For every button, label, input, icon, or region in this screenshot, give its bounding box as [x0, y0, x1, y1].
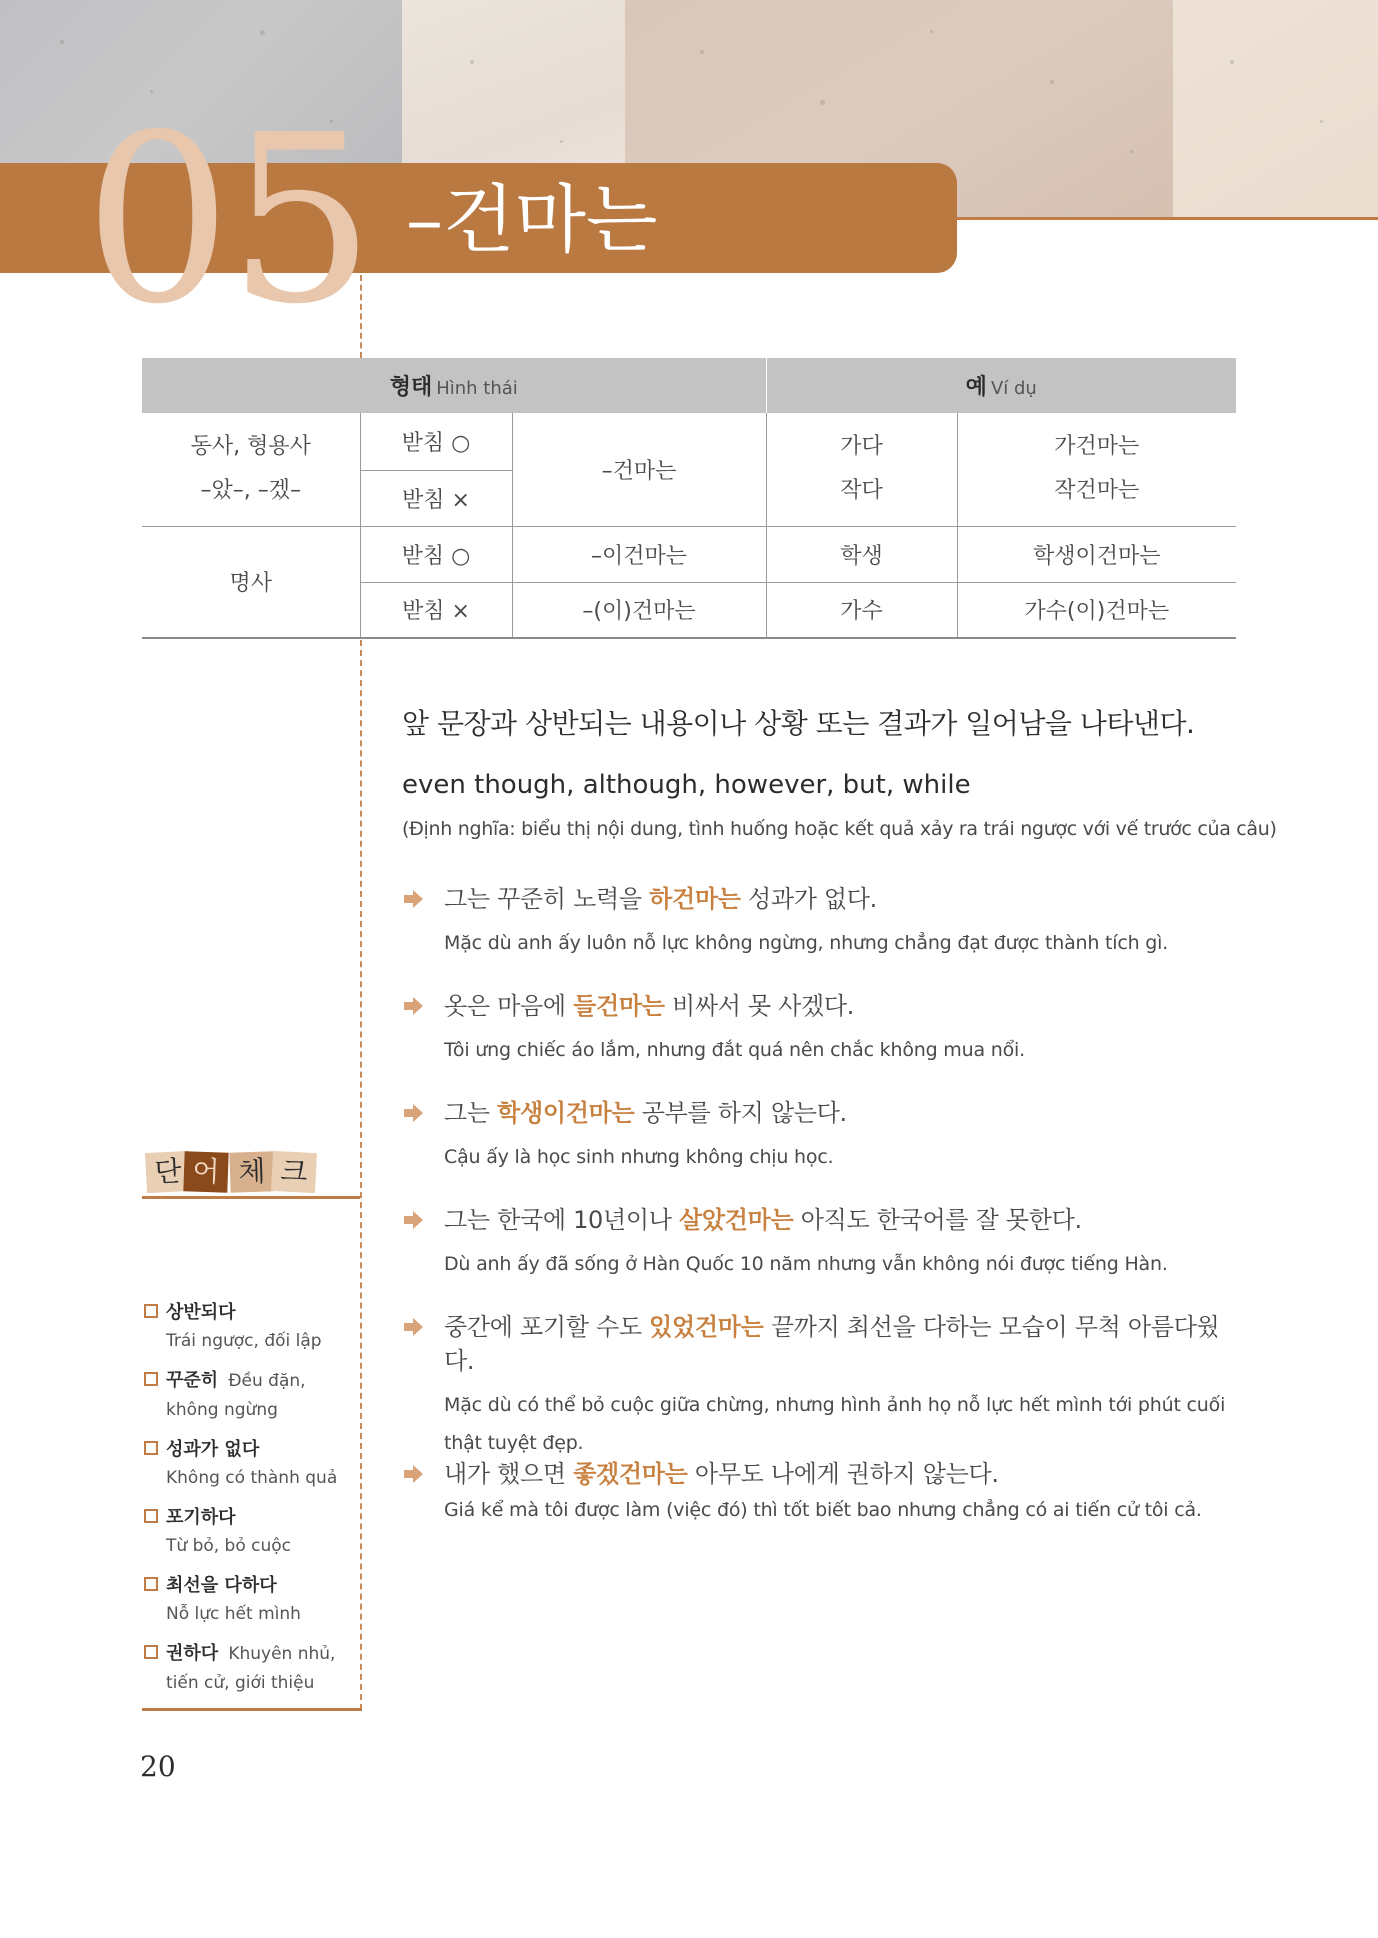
grammar-highlight: 있었건마는	[649, 1313, 764, 1341]
grammar-highlight: 들건마는	[573, 992, 665, 1020]
checkbox-icon	[144, 1372, 158, 1386]
arrow-icon	[402, 1463, 424, 1485]
example-item	[402, 989, 1242, 1069]
arrow-icon	[402, 1102, 424, 1124]
example-korean: 그는 한국에 10년이나 살았건마는 아직도 한국어를 잘 못한다.	[444, 1206, 1082, 1234]
vocab-word: 꾸준히	[166, 1370, 219, 1391]
cell-ending-geonmaneun: –건마는	[512, 413, 766, 526]
vocab-meaning: Không có thành quả	[166, 1468, 338, 1488]
checkbox-icon	[144, 1577, 158, 1591]
vocab-word: 상반되다	[166, 1302, 236, 1323]
chapter-number: 05	[84, 85, 372, 355]
vocab-title-char: 어	[183, 1151, 228, 1193]
table-header-form: 형태 Hình thái	[142, 358, 766, 413]
example-item	[402, 882, 1242, 962]
example-korean: 그는 꾸준히 노력을 하건마는 성과가 없다.	[444, 885, 878, 913]
vocab-word: 성과가 없다	[166, 1439, 260, 1460]
table-row	[142, 526, 1236, 582]
example-vietnamese: Mặc dù có thể bỏ cuộc giữa chừng, nhưng hình ảnh họ nỗ lực hết mình tới phút cuối thật tuyệt đẹp.	[444, 1394, 1226, 1454]
example-vietnamese: Cậu ấy là học sinh nhưng không chịu học.	[444, 1146, 834, 1168]
arrow-icon	[402, 995, 424, 1017]
example-item	[402, 1310, 1242, 1462]
cell-verb-adjective: 동사, 형용사 –았–, –겠–	[142, 413, 360, 526]
table-row	[142, 413, 1236, 470]
definition-korean: 앞 문장과 상반되는 내용이나 상황 또는 결과가 일어남을 나타낸다.	[402, 707, 1195, 740]
example-vietnamese: Dù anh ấy đã sống ở Hàn Quốc 10 năm nhưng vẫn không nói được tiếng Hàn.	[444, 1253, 1168, 1275]
cell-ending-optional-i: –(이)건마는	[512, 582, 766, 638]
definition-english: even though, although, however, but, while	[402, 770, 971, 800]
arrow-icon	[402, 1209, 424, 1231]
example-korean: 내가 했으면 좋겠건마는 아무도 나에게 권하지 않는다.	[444, 1460, 999, 1488]
grammar-table	[142, 358, 1236, 639]
cell-batchim-yes: 받침 ○	[360, 413, 512, 470]
vocab-meaning: Đều đặn, không ngừng	[166, 1371, 306, 1420]
vocab-word: 포기하다	[166, 1507, 236, 1528]
grammar-highlight: 학생이건마는	[497, 1099, 635, 1127]
example-korean: 옷은 마음에 들건마는 비싸서 못 사겠다.	[444, 992, 855, 1020]
example-item	[402, 1457, 1242, 1529]
grammar-highlight: 좋겠건마는	[573, 1460, 688, 1488]
vocab-meaning: Từ bỏ, bỏ cuộc	[166, 1536, 292, 1556]
arrow-icon	[402, 888, 424, 910]
example-vietnamese: Giá kể mà tôi được làm (việc đó) thì tốt biết bao nhưng chẳng có ai tiến cử tôi cả.	[444, 1499, 1202, 1521]
vocab-bottom-rule	[142, 1708, 362, 1711]
header-rule	[940, 217, 1378, 220]
vocab-meaning: Trái ngược, đối lập	[166, 1331, 322, 1351]
cell-noun: 명사	[142, 526, 360, 638]
example-vietnamese: Mặc dù anh ấy luôn nỗ lực không ngừng, nhưng chẳng đạt được thành tích gì.	[444, 932, 1169, 954]
example-korean: 그는 학생이건마는 공부를 하지 않는다.	[444, 1099, 847, 1127]
table-header-row	[142, 358, 1236, 413]
vocab-item	[142, 1298, 360, 1356]
table-header-example: 예 Ví dụ	[766, 358, 1236, 413]
vocab-item	[142, 1571, 360, 1629]
dashed-guide-top	[360, 275, 362, 358]
checkbox-icon	[144, 1441, 158, 1455]
chapter-title: –건마는	[406, 177, 658, 263]
vocab-item	[142, 1435, 360, 1493]
vocab-check-title	[142, 1152, 320, 1198]
vocab-item	[142, 1366, 360, 1425]
cell-batchim-no: 받침 ×	[360, 470, 512, 526]
vocab-title-char: 체	[229, 1151, 274, 1193]
checkbox-icon	[144, 1509, 158, 1523]
example-item	[402, 1096, 1242, 1176]
vocab-word: 권하다	[166, 1643, 219, 1664]
vocab-item	[142, 1503, 360, 1561]
cell-batchim-yes: 받침 ○	[360, 526, 512, 582]
vocab-title-char: 단	[145, 1151, 191, 1193]
vocab-title-rule	[142, 1196, 360, 1199]
arrow-icon	[402, 1316, 424, 1338]
vocab-title-char: 크	[271, 1151, 317, 1193]
vocab-word: 최선을 다하다	[166, 1575, 277, 1596]
vocab-item	[142, 1639, 360, 1698]
vocab-list	[142, 1298, 360, 1708]
grammar-highlight: 하건마는	[649, 885, 741, 913]
example-vietnamese: Tôi ưng chiếc áo lắm, nhưng đắt quá nên chắc không mua nổi.	[444, 1039, 1025, 1061]
cell-example-result: 학생이건마는	[957, 526, 1236, 582]
page-number: 20	[140, 1750, 176, 1783]
definition-vietnamese: (Định nghĩa: biểu thị nội dung, tình huống hoặc kết quả xảy ra trái ngược với vế trước của câu)	[402, 818, 1277, 840]
checkbox-icon	[144, 1645, 158, 1659]
checkbox-icon	[144, 1304, 158, 1318]
cell-example-result: 가수(이)건마는	[957, 582, 1236, 638]
cell-example-results: 가건마는 작건마는	[957, 413, 1236, 526]
dashed-guide-main	[360, 640, 362, 1710]
vocab-meaning: Khuyên nhủ, tiến cử, giới thiệu	[166, 1644, 336, 1693]
grammar-highlight: 살았건마는	[679, 1206, 794, 1234]
cell-batchim-no: 받침 ×	[360, 582, 512, 638]
cell-example-words: 가다 작다	[766, 413, 957, 526]
cell-example-word: 학생	[766, 526, 957, 582]
vocab-meaning: Nỗ lực hết mình	[166, 1604, 301, 1624]
example-korean: 중간에 포기할 수도 있었건마는 끝까지 최선을 다하는 모습이 무척 아름다웠다.	[444, 1313, 1220, 1375]
cell-example-word: 가수	[766, 582, 957, 638]
example-item	[402, 1203, 1242, 1283]
cell-ending-igeonmaneun: –이건마는	[512, 526, 766, 582]
